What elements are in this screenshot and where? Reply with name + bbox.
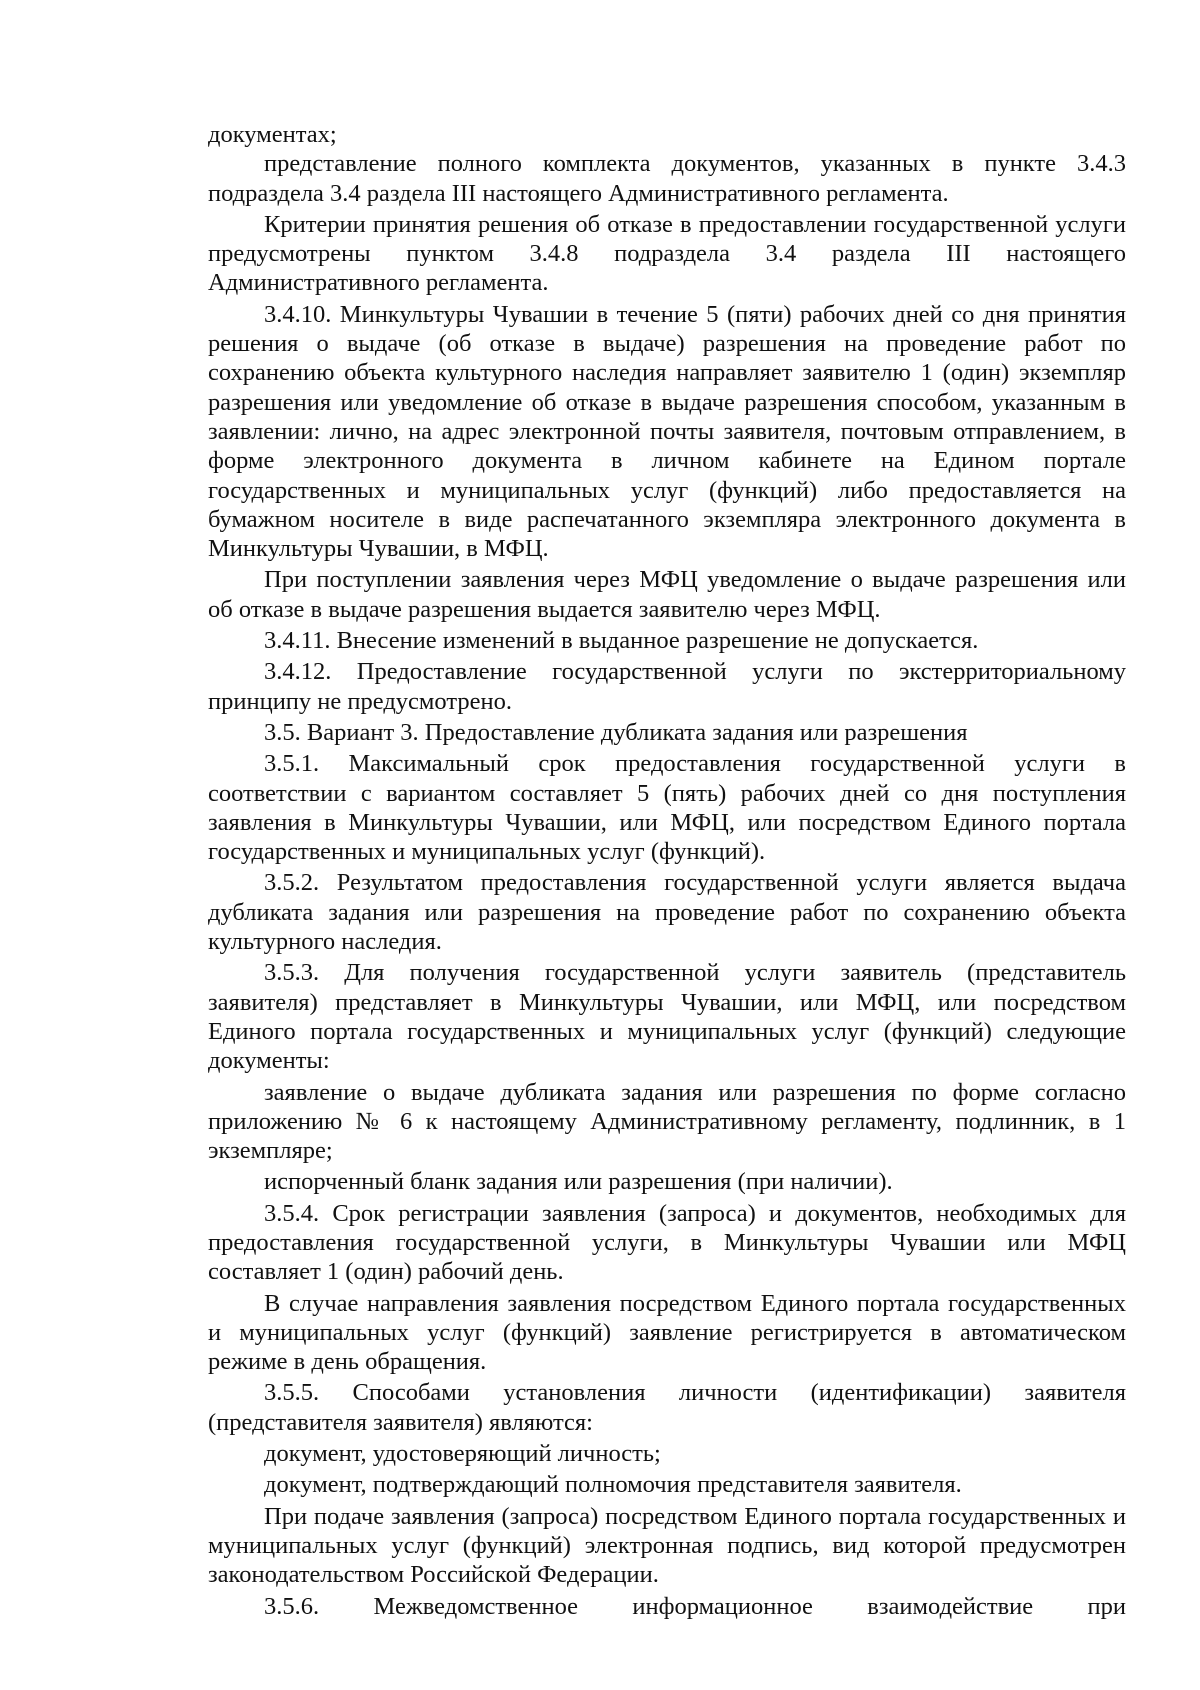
paragraph-3-5-4: 3.5.4. Срок регистрации заявления (запроса) и документов, необходимых для предоставления государственной услуги, в Минкультуры Чувашии или МФЦ составляет 1 (один) рабочий день. [208, 1199, 1126, 1286]
list-item-damaged-form: испорченный бланк задания или разрешения (при наличии). [264, 1168, 893, 1196]
paragraph-3-4-11: 3.4.11. Внесение изменений в выданное разрешение не допускается. [264, 627, 979, 655]
paragraph-mfc-notice: При поступлении заявления через МФЦ уведомление о выдаче разрешения или об отказе в выдаче разрешения выдается заявителю через МФЦ. [208, 566, 1126, 623]
list-item-identity-document: документ, удостоверяющий личность; [264, 1440, 661, 1468]
paragraph-3-5-6: 3.5.6. Межведомственное информационное взаимодействие при [264, 1592, 1126, 1620]
paragraph-refusal-criteria: Критерии принятия решения об отказе в предоставлении государственной услуги предусмотрены пунктом 3.4.8 подраздела 3.4 раздела III настоящего Административного регламента. [208, 210, 1126, 297]
paragraph-continuation: документах; [208, 121, 337, 148]
paragraph-3-5-3: 3.5.3. Для получения государственной услуги заявитель (представитель заявителя) представляет в Минкультуры Чувашии, или МФЦ, или посредством Единого портала государственных и муниципальных услуг (функций) следующие документы: [208, 959, 1126, 1075]
document-body [208, 120, 1126, 1621]
paragraph-electronic-signature: При подаче заявления (запроса) посредством Единого портала государственных и муниципальных услуг (функций) электронная подпись, вид которой предусмотрен законодательством Российской Федерации. [208, 1502, 1126, 1589]
paragraph-3-5-5: 3.5.5. Способами установления личности (идентификации) заявителя (представителя заявителя) являются: [208, 1379, 1126, 1436]
paragraph-3-5-1: 3.5.1. Максимальный срок предоставления государственной услуги в соответствии с вариантом составляет 5 (пять) рабочих дней со дня поступления заявления в Минкультуры Чувашии, или МФЦ, или посредством Единого портала государственных и муниципальных услуг (функций). [208, 750, 1126, 866]
list-item-authority-document: документ, подтверждающий полномочия представителя заявителя. [264, 1471, 962, 1499]
list-item-application: заявление о выдаче дубликата задания или разрешения по форме согласно приложению № 6 к настоящему Административному регламенту, подлинник, в 1 экземпляре; [208, 1078, 1126, 1165]
section-heading-3-5: 3.5. Вариант 3. Предоставление дубликата задания или разрешения [264, 718, 968, 746]
paragraph-portal-registration: В случае направления заявления посредством Единого портала государственных и муниципальных услуг (функций) заявление регистрируется в автоматическом режиме в день обращения. [208, 1289, 1126, 1376]
paragraph-complete-package: представление полного комплекта документов, указанных в пункте 3.4.3 подраздела 3.4 раздела III настоящего Административного регламента. [208, 150, 1126, 207]
paragraph-3-4-10: 3.4.10. Минкультуры Чувашии в течение 5 (пяти) рабочих дней со дня принятия решения о выдаче (об отказе в выдаче) разрешения на проведение работ по сохранению объекта культурного наследия направляет заявителю 1 (один) экземпляр разрешения или уведомление об отказе в выдаче разрешения способом, указанным в заявлении: лично, на адрес электронной почты заявителя, почтовым отправлением, в форме электронного документа в личном кабинете на Едином портале государственных и муниципальных услуг (функций) либо предоставляется на бумажном носителе в виде распечатанного экземпляра электронного документа в Минкультуры Чувашии, в МФЦ. [208, 300, 1126, 563]
paragraph-3-4-12: 3.4.12. Предоставление государственной услуги по экстерриториальному принципу не предусмотрено. [208, 658, 1126, 715]
paragraph-3-5-2: 3.5.2. Результатом предоставления государственной услуги является выдача дубликата задания или разрешения на проведение работ по сохранению объекта культурного наследия. [208, 869, 1126, 956]
